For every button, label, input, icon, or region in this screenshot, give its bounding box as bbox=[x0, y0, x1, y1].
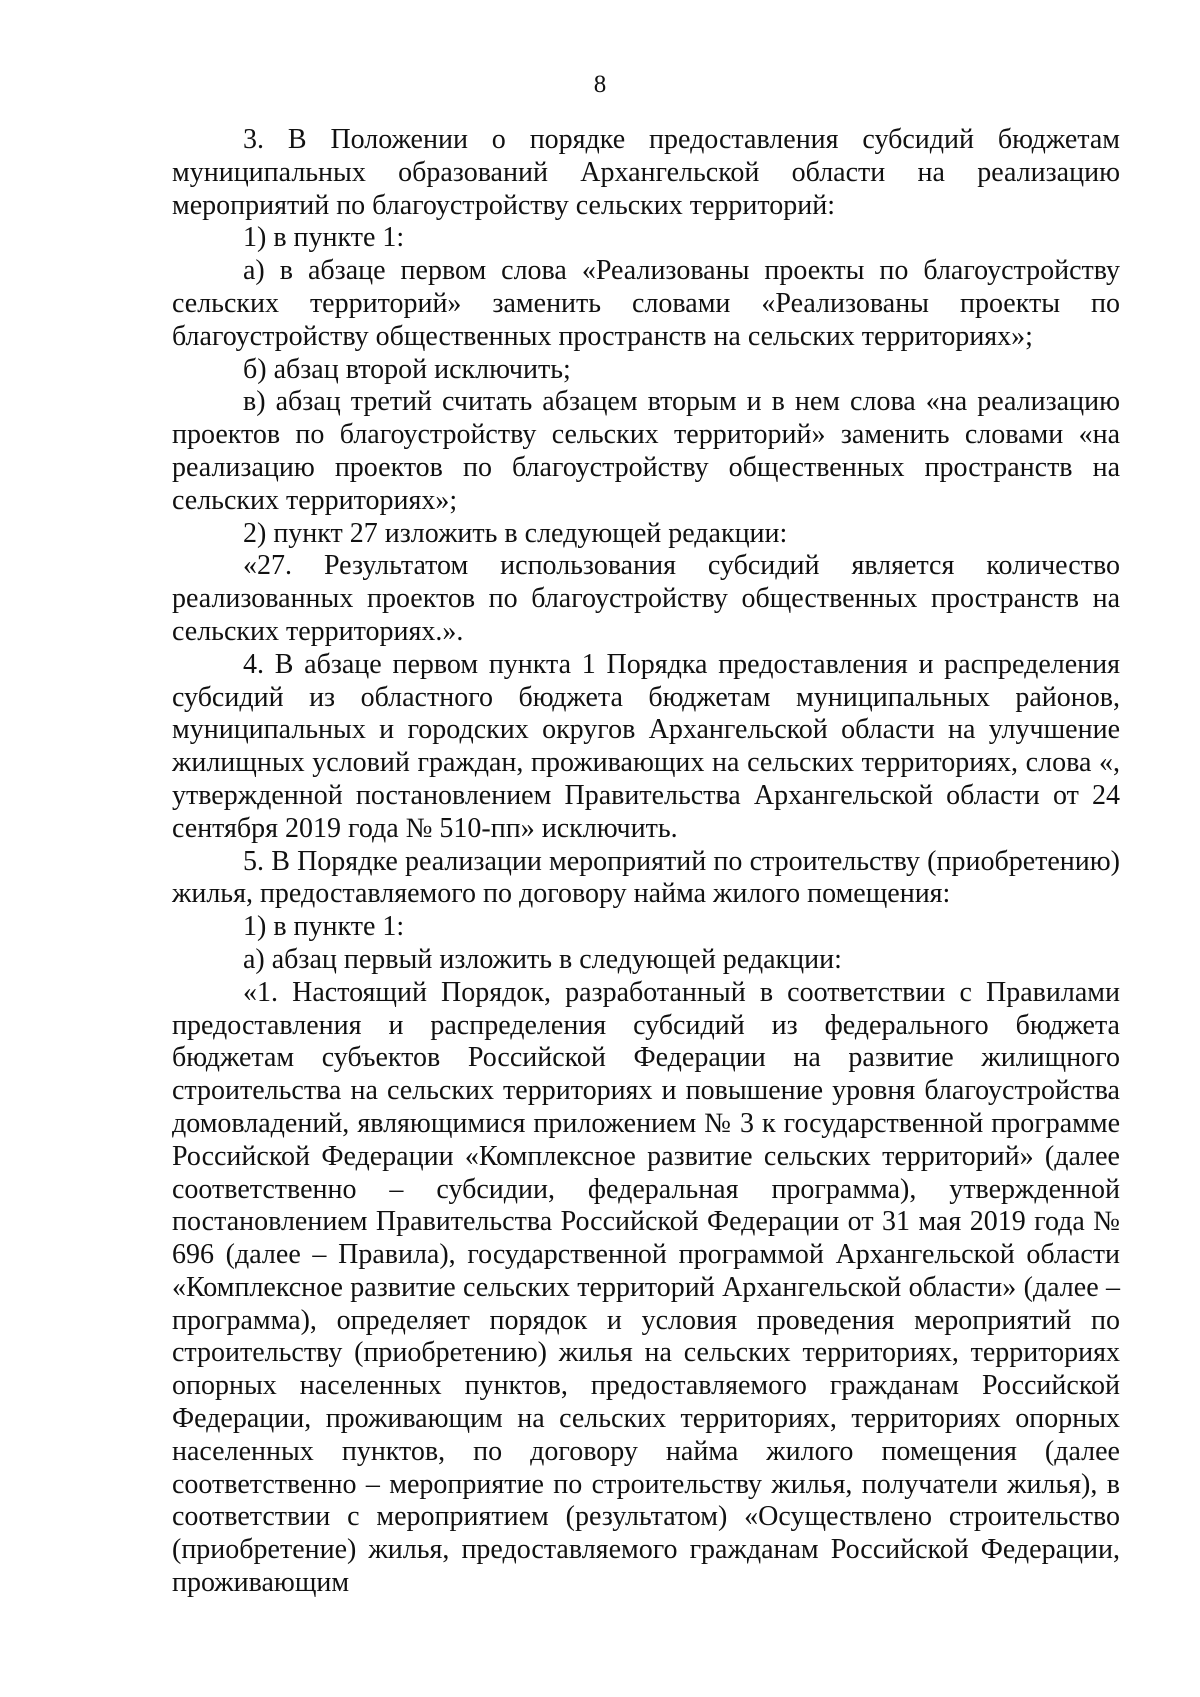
paragraph-3-point-27: «27. Результатом использования субсидий является количество реализованных проектов по благоустройству общественных пространств на сельских территориях.». bbox=[172, 550, 1120, 647]
paragraph-3-sub-1c: в) абзац третий считать абзацем вторым и в нем слова «на реализацию проектов по благоустройству сельских территорий» заменить словами «на реализацию проектов по благоустройству общественных пространств на сельских территориях»; bbox=[172, 386, 1120, 516]
paragraph-3-sub-1b: б) абзац второй исключить; bbox=[243, 353, 571, 385]
paragraph-3-intro: 3. В Положении о порядке предоставления субсидий бюджетам муниципальных образований Архангельской области на реализацию мероприятий по благоустройству сельских территорий: bbox=[172, 124, 1120, 221]
paragraph-5-intro: 5. В Порядке реализации мероприятий по строительству (приобретению) жилья, предоставляемого по договору найма жилого помещения: bbox=[172, 845, 1120, 910]
paragraph-5-sub-1: 1) в пункте 1: bbox=[243, 911, 405, 943]
document-body bbox=[172, 124, 1120, 1600]
paragraph-3-sub-1: 1) в пункте 1: bbox=[243, 222, 405, 254]
paragraph-4: 4. В абзаце первом пункта 1 Порядка предоставления и распределения субсидий из областного бюджета бюджетам муниципальных районов, муниципальных и городских округов Архангельской области на улучшение жилищных условий граждан, проживающих на сельских территориях, слова «, утвержденной постановлением Правительства Архангельской области от 24 сентября 2019 года № 510-пп» исключить. bbox=[172, 648, 1120, 844]
paragraph-5-sub-1a: а) абзац первый изложить в следующей редакции: bbox=[243, 943, 842, 975]
paragraph-3-sub-2: 2) пункт 27 изложить в следующей редакции: bbox=[243, 517, 788, 549]
page-number: 8 bbox=[593, 71, 607, 98]
paragraph-3-sub-1a: а) в абзаце первом слова «Реализованы проекты по благоустройству сельских территорий» заменить словами «Реализованы проекты по благоустройству общественных пространств на сельских территориях»; bbox=[172, 255, 1120, 352]
paragraph-5-point-1-text: «1. Настоящий Порядок, разработанный в соответствии с Правилами предоставления и распределения субсидий из федерального бюджета бюджетам субъектов Российской Федерации на развитие жилищного строительства на сельских территориях и повышение уровня благоустройства домовладений, являющимися приложением № 3 к государственной программе Российской Федерации «Комплексное развитие сельских территорий» (далее соответственно – субсидии, федеральная программа), утвержденной постановлением Правительства Российской Федерации от 31 мая 2019 года № 696 (далее – Правила), государственной программой Архангельской области «Комплексное развитие сельских территорий Архангельской области» (далее – программа), определяет порядок и условия проведения мероприятий по строительству (приобретению) жилья на сельских территориях, территориях опорных населенных пунктов, предоставляемого гражданам Российской Федерации, проживающим на сельских территориях, территориях опорных населенных пунктов, по договору найма жилого помещения (далее соответственно – мероприятие по строительству жилья, получатели жилья), в соответствии с мероприятием (результатом) «Осуществлено строительство (приобретение) жилья, предоставляемого гражданам Российской Федерации, проживающим bbox=[172, 976, 1120, 1599]
